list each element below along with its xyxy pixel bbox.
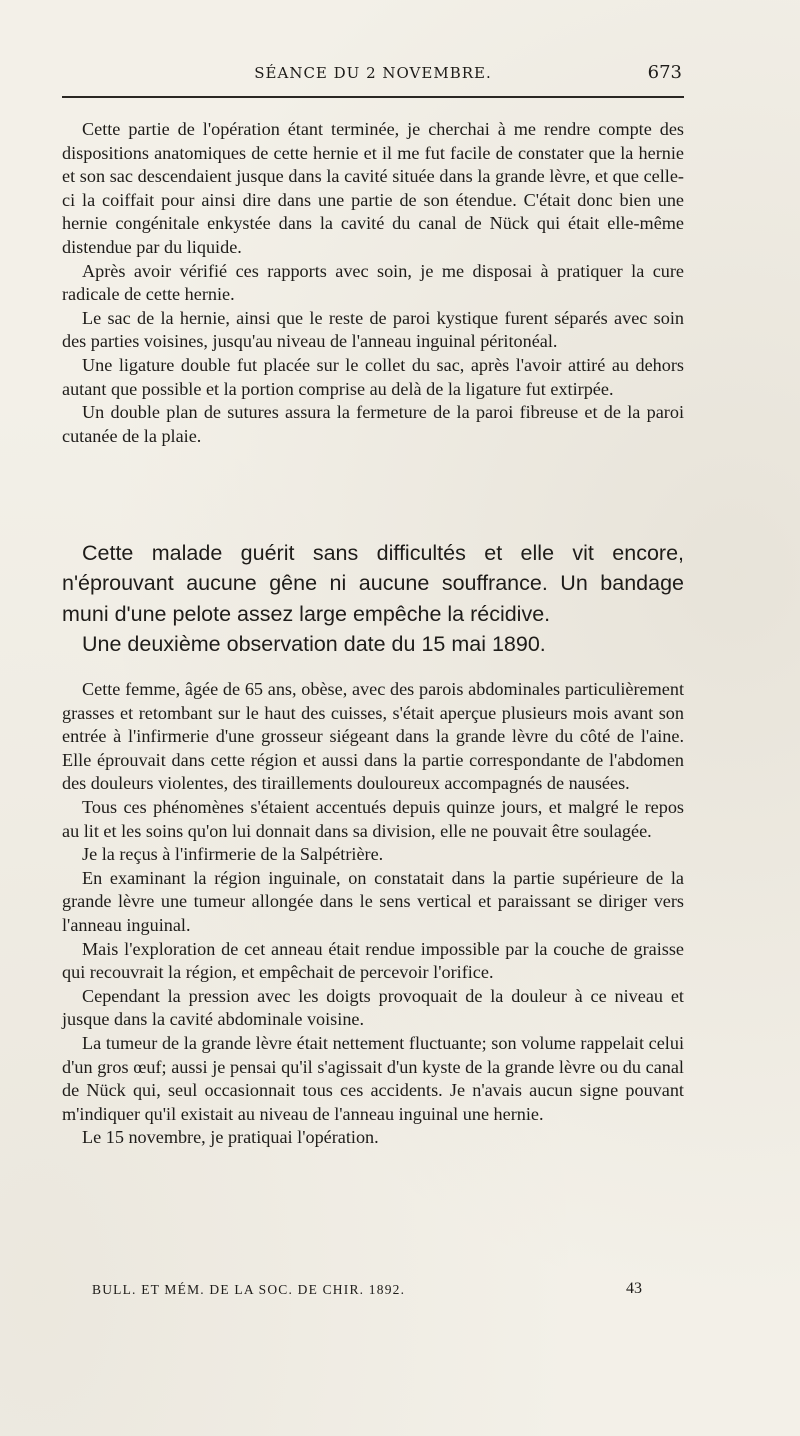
paragraph: Après avoir vérifié ces rapports avec soin, je me disposai à pratiquer la cure radicale de cette hernie. — [62, 260, 684, 305]
paragraph: Je la reçus à l'infirmerie de la Salpétrière. — [82, 844, 384, 865]
page-header — [62, 62, 684, 98]
text-block-3 — [62, 678, 684, 1150]
paragraph: Une deuxième observation date du 15 mai 1890. — [82, 631, 546, 656]
journal-reference: BULL. ET MÉM. DE LA SOC. DE CHIR. 1892. — [92, 1282, 406, 1297]
signature-mark: 43 — [626, 1280, 642, 1297]
paragraph: Cependant la pression avec les doigts provoquait de la douleur à ce niveau et jusque dans la cavité abdominale voisine. — [62, 985, 684, 1030]
paragraph: Le sac de la hernie, ainsi que le reste de paroi kystique furent séparés avec soin des parties voisines, jusqu'au niveau de l'anneau inguinal péritonéal. — [62, 307, 684, 352]
paragraph: La tumeur de la grande lèvre était nettement fluctuante; son volume rappelait celui d'un gros œuf; aussi je pensai qu'il s'agissait d'un kyste de la grande lèvre ou du canal de Nück qui, seul occasionnait tous ces accidents. Je n'avais aucun signe pouvant m'indiquer qu'il existait au niveau de l'anneau inguinal une hernie. — [62, 1032, 684, 1124]
paragraph: Le 15 novembre, je pratiquai l'opération. — [82, 1127, 379, 1148]
paragraph: En examinant la région inguinale, on constatait dans la partie supérieure de la grande lèvre une tumeur allongée dans le sens vertical et paraissant se diriger vers l'anneau inguinal. — [62, 867, 684, 935]
text-block-2 — [62, 538, 684, 659]
paragraph: Une ligature double fut placée sur le collet du sac, après l'avoir attiré au dehors autant que possible et la portion comprise au delà de la ligature fut extirpée. — [62, 354, 684, 399]
paragraph: Cette partie de l'opération étant terminée, je cherchai à me rendre compte des dispositions anatomiques de cette hernie et il me fut facile de constater que la hernie et son sac descendaient jusque dans la cavité située dans la grande lèvre, et que celle-ci la coiffait pour ainsi dire dans une partie de son étendue. C'était donc bien une hernie congénitale enkystée dans la cavité du canal de Nück qui était elle-même distendue par du liquide. — [62, 119, 684, 257]
paragraph: Un double plan de sutures assura la fermeture de la paroi fibreuse et de la paroi cutanée de la plaie. — [62, 402, 684, 446]
paragraph: Cette malade guérit sans difficultés et elle vit encore, n'éprouvant aucune gêne ni aucune souffrance. Un bandage muni d'une pelote assez large empêche la récidive. — [62, 541, 684, 626]
paragraph: Mais l'exploration de cet anneau était rendue impossible par la couche de graisse qui recouvrait la région, et empêchait de percevoir l'orifice. — [62, 938, 684, 983]
page-number: 673 — [647, 62, 682, 83]
page-footer — [92, 1282, 642, 1298]
paragraph: Tous ces phénomènes s'étaient accentués depuis quinze jours, et malgré le repos au lit et les soins qu'on lui donnait dans sa division, elle ne pouvait être soulagée. — [62, 796, 684, 841]
text-block-1 — [62, 118, 684, 448]
paragraph: Cette femme, âgée de 65 ans, obèse, avec des parois abdominales particulièrement grasses et retombant sur le haut des cuisses, s'était aperçue plusieurs mois avant son entrée à l'infirmerie d'une grosseur siégeant dans la grande lèvre du côté de l'aine. Elle éprouvait dans cette région et aussi dans la partie correspondante de l'abdomen des douleurs violentes, des tiraillements douloureux accompagnés de nausées. — [62, 679, 684, 794]
running-head: SÉANCE DU 2 NOVEMBRE. — [254, 64, 492, 82]
